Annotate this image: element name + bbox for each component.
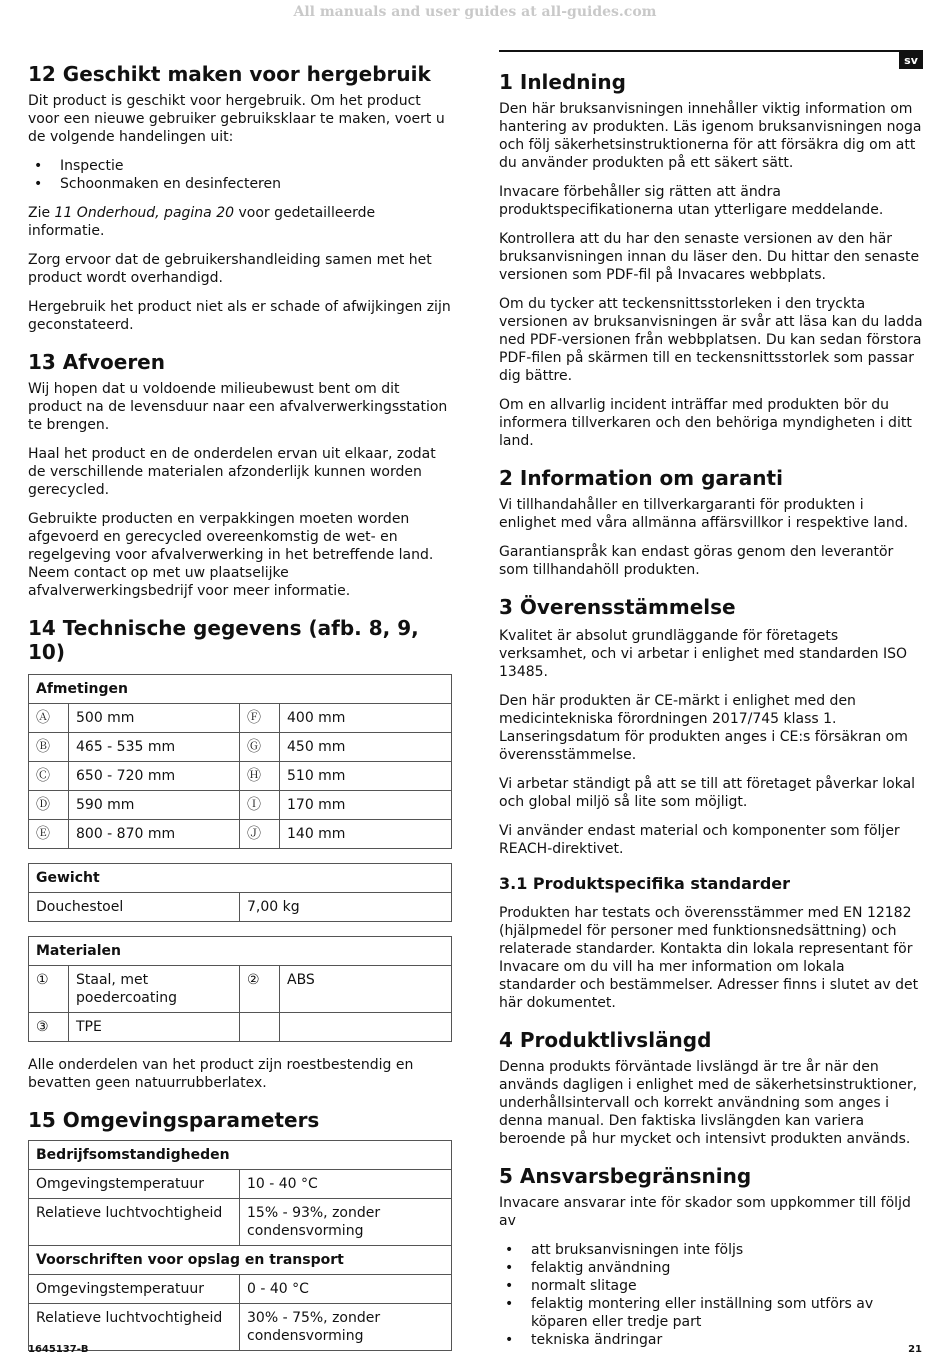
section-3-para: Kvalitet är absolut grundläggande för företagets verksamhet, och vi arbetar i enlighet med standarden ISO 13485.: [499, 628, 908, 680]
document-id: 1645137-B: [28, 1344, 89, 1355]
table-row: Omgevingstemperatuur 0 - 40 °C: [29, 1275, 452, 1304]
table-row: Douchestoel 7,00 kg: [29, 893, 452, 922]
section-1-para: Om du tycker att teckensnittsstorleken i den tryckta versionen av bruksanvisningen är svår att läsa kan du ladda ned PDF-versionen från webbplatsen. Du kan sedan förstora PDF-filen på skärmen till en teckensnittsstorlek som passar dig bättre.: [499, 296, 923, 384]
section-14-title: 14 Technische gegevens (afb. 8, 9, 10): [28, 616, 419, 664]
list-item: • felaktig användning: [499, 1259, 923, 1277]
watermark: All manuals and user guides at all-guides.com: [293, 4, 657, 20]
section-3-title: 3 Överensstämmelse: [499, 595, 736, 619]
table-row: Ⓓ 590 mm Ⓘ 170 mm: [29, 791, 452, 820]
table-header: Gewicht: [29, 864, 452, 893]
section-1-para: Kontrollera att du har den senaste versionen av den här bruksanvisningen innan du läser den. Du hittar den senaste versionen som PDF-fil på Invacares webbplats.: [499, 231, 920, 283]
table-row: Ⓑ 465 - 535 mm Ⓖ 450 mm: [29, 733, 452, 762]
table-row: Ⓐ 500 mm Ⓕ 400 mm: [29, 704, 452, 733]
list-item: • tekniska ändringar: [499, 1331, 923, 1349]
section-3-1-para: Produkten har testats och överensstämmer med EN 12182 (hjälpmedel för personer med funktionsnedsättning) och relaterade standarder. Kontakta din lokala representant för Invacare om du vill ha mer information om lokala standarder och bestämmelser. Adresser finns i slutet av det här dokumentet.: [499, 905, 919, 1011]
language-badge: sv: [899, 52, 923, 69]
section-3-para: Vi arbetar ständigt på att se till att företaget påverkar lokal och global miljö så lite som möjligt.: [499, 776, 916, 810]
section-12-list: [28, 157, 452, 193]
table-row: Ⓒ 650 - 720 mm Ⓗ 510 mm: [29, 762, 452, 791]
section-3-1-title: 3.1 Produktspecifika standarder: [499, 874, 791, 893]
section-13-title: 13 Afvoeren: [28, 350, 165, 374]
section-1-para: Om en allvarlig incident inträffar med produkten bör du informera tillverkaren och den behöriga myndigheten i ditt land.: [499, 397, 912, 449]
section-12-title: 12 Geschikt maken voor hergebruik: [28, 62, 431, 86]
list-item: • normalt slitage: [499, 1277, 923, 1295]
section-1-para: Den här bruksanvisningen innehåller viktig information om hantering av produkten. Läs igenom bruksanvisningen noga och följ säkerhetsinstruktionerna för att försäkra dig om att du använder produkten på ett säkert sätt.: [499, 101, 922, 171]
section-5-title: 5 Ansvarsbegränsning: [499, 1164, 752, 1188]
cross-reference-link[interactable]: 11 Onderhoud, pagina 20: [54, 205, 235, 221]
section-5-list: [499, 1241, 923, 1349]
weight-table: [28, 863, 452, 922]
section-12-para: Zorg ervoor dat de gebruikershandleiding samen met het product wordt overhandigd.: [28, 252, 432, 286]
section-1-para: Invacare förbehåller sig rätten att ändra produktspecifikationerna utan ytterligare meddelande.: [499, 184, 884, 218]
list-item: • Inspectie: [28, 157, 452, 175]
table-header: Bedrijfsomstandigheden: [29, 1141, 452, 1170]
section-12-reference: Zie 11 Onderhoud, pagina 20 voor gedetailleerde informatie.: [28, 205, 376, 239]
header-rule: [499, 50, 923, 52]
section-4-title: 4 Produktlivslängd: [499, 1028, 712, 1052]
right-column: [499, 70, 923, 1360]
table-row: ③ TPE: [29, 1013, 452, 1042]
section-13-para: Gebruikte producten en verpakkingen moeten worden afgevoerd en gerecycled overeenkomstig de wet- en regelgeving voor afvalverwerking in het betreffende land. Neem contact op met uw plaatselijke afvalverwerkingsbedrijf voor meer informatie.: [28, 511, 434, 599]
table-header: Afmetingen: [29, 675, 452, 704]
section-12-intro: Dit product is geschikt voor hergebruik. Om het product voor een nieuwe gebruiker gebruiksklaar te maken, voert u de volgende handelingen uit:: [28, 93, 445, 145]
table-row: Omgevingstemperatuur 10 - 40 °C: [29, 1170, 452, 1199]
section-12-para: Hergebruik het product niet als er schade of afwijkingen zijn geconstateerd.: [28, 299, 451, 333]
section-4-para: Denna produkts förväntade livslängd är tre år när den används dagligen i enlighet med de säkerhetsinstruktioner, underhållsintervall och korrekt användning som anges i denna manual. Den faktiska livslängden kan variera beroende på hur mycket och intensivt produkten används.: [499, 1059, 918, 1147]
section-2-para: Vi tillhandahåller en tillverkargaranti för produkten i enlighet med våra allmänna affärsvillkor i respektive land.: [499, 497, 909, 531]
materials-table: [28, 936, 452, 1042]
section-15-title: 15 Omgevingsparameters: [28, 1108, 320, 1132]
table-row: ① Staal, met poedercoating ② ABS: [29, 966, 452, 1013]
dimensions-table: [28, 674, 452, 849]
list-item: • Schoonmaken en desinfecteren: [28, 175, 452, 193]
section-13-para: Haal het product en de onderdelen ervan uit elkaar, zodat de verschillende materialen afzonderlijk kunnen worden gerecycled.: [28, 446, 436, 498]
section-3-para: Vi använder endast material och komponenter som följer REACH-direktivet.: [499, 823, 900, 857]
section-2-para: Garantianspråk kan endast göras genom den leverantör som tillhandahöll produkten.: [499, 544, 894, 578]
list-item: • felaktig montering eller inställning som utförs av köparen eller tredje part: [499, 1295, 923, 1331]
section-5-para: Invacare ansvarar inte för skador som uppkommer till följd av: [499, 1195, 911, 1229]
table-row: Relatieve luchtvochtigheid 30% - 75%, zonder condensvorming: [29, 1304, 452, 1351]
environment-table: [28, 1140, 452, 1351]
table-header: Materialen: [29, 937, 452, 966]
page-number: 21: [908, 1344, 922, 1355]
section-13-para: Wij hopen dat u voldoende milieubewust bent om dit product na de levensduur naar een afvalverwerkingsstation te brengen.: [28, 381, 448, 433]
list-item: • att bruksanvisningen inte följs: [499, 1241, 923, 1259]
section-1-title: 1 Inledning: [499, 70, 626, 94]
table-row: Relatieve luchtvochtigheid 15% - 93%, zonder condensvorming: [29, 1199, 452, 1246]
section-2-title: 2 Information om garanti: [499, 466, 783, 490]
table-header: Voorschriften voor opslag en transport: [29, 1246, 452, 1275]
section-3-para: Den här produkten är CE-märkt i enlighet med den medicintekniska förordningen 2017/745 klass 1. Lanseringsdatum för produkten anges i CE:s försäkran om överensstämmelse.: [499, 693, 908, 763]
table-row: Ⓔ 800 - 870 mm Ⓙ 140 mm: [29, 820, 452, 849]
materials-note: Alle onderdelen van het product zijn roestbestendig en bevatten geen natuurrubberlatex.: [28, 1057, 414, 1091]
left-column: [28, 62, 452, 1365]
